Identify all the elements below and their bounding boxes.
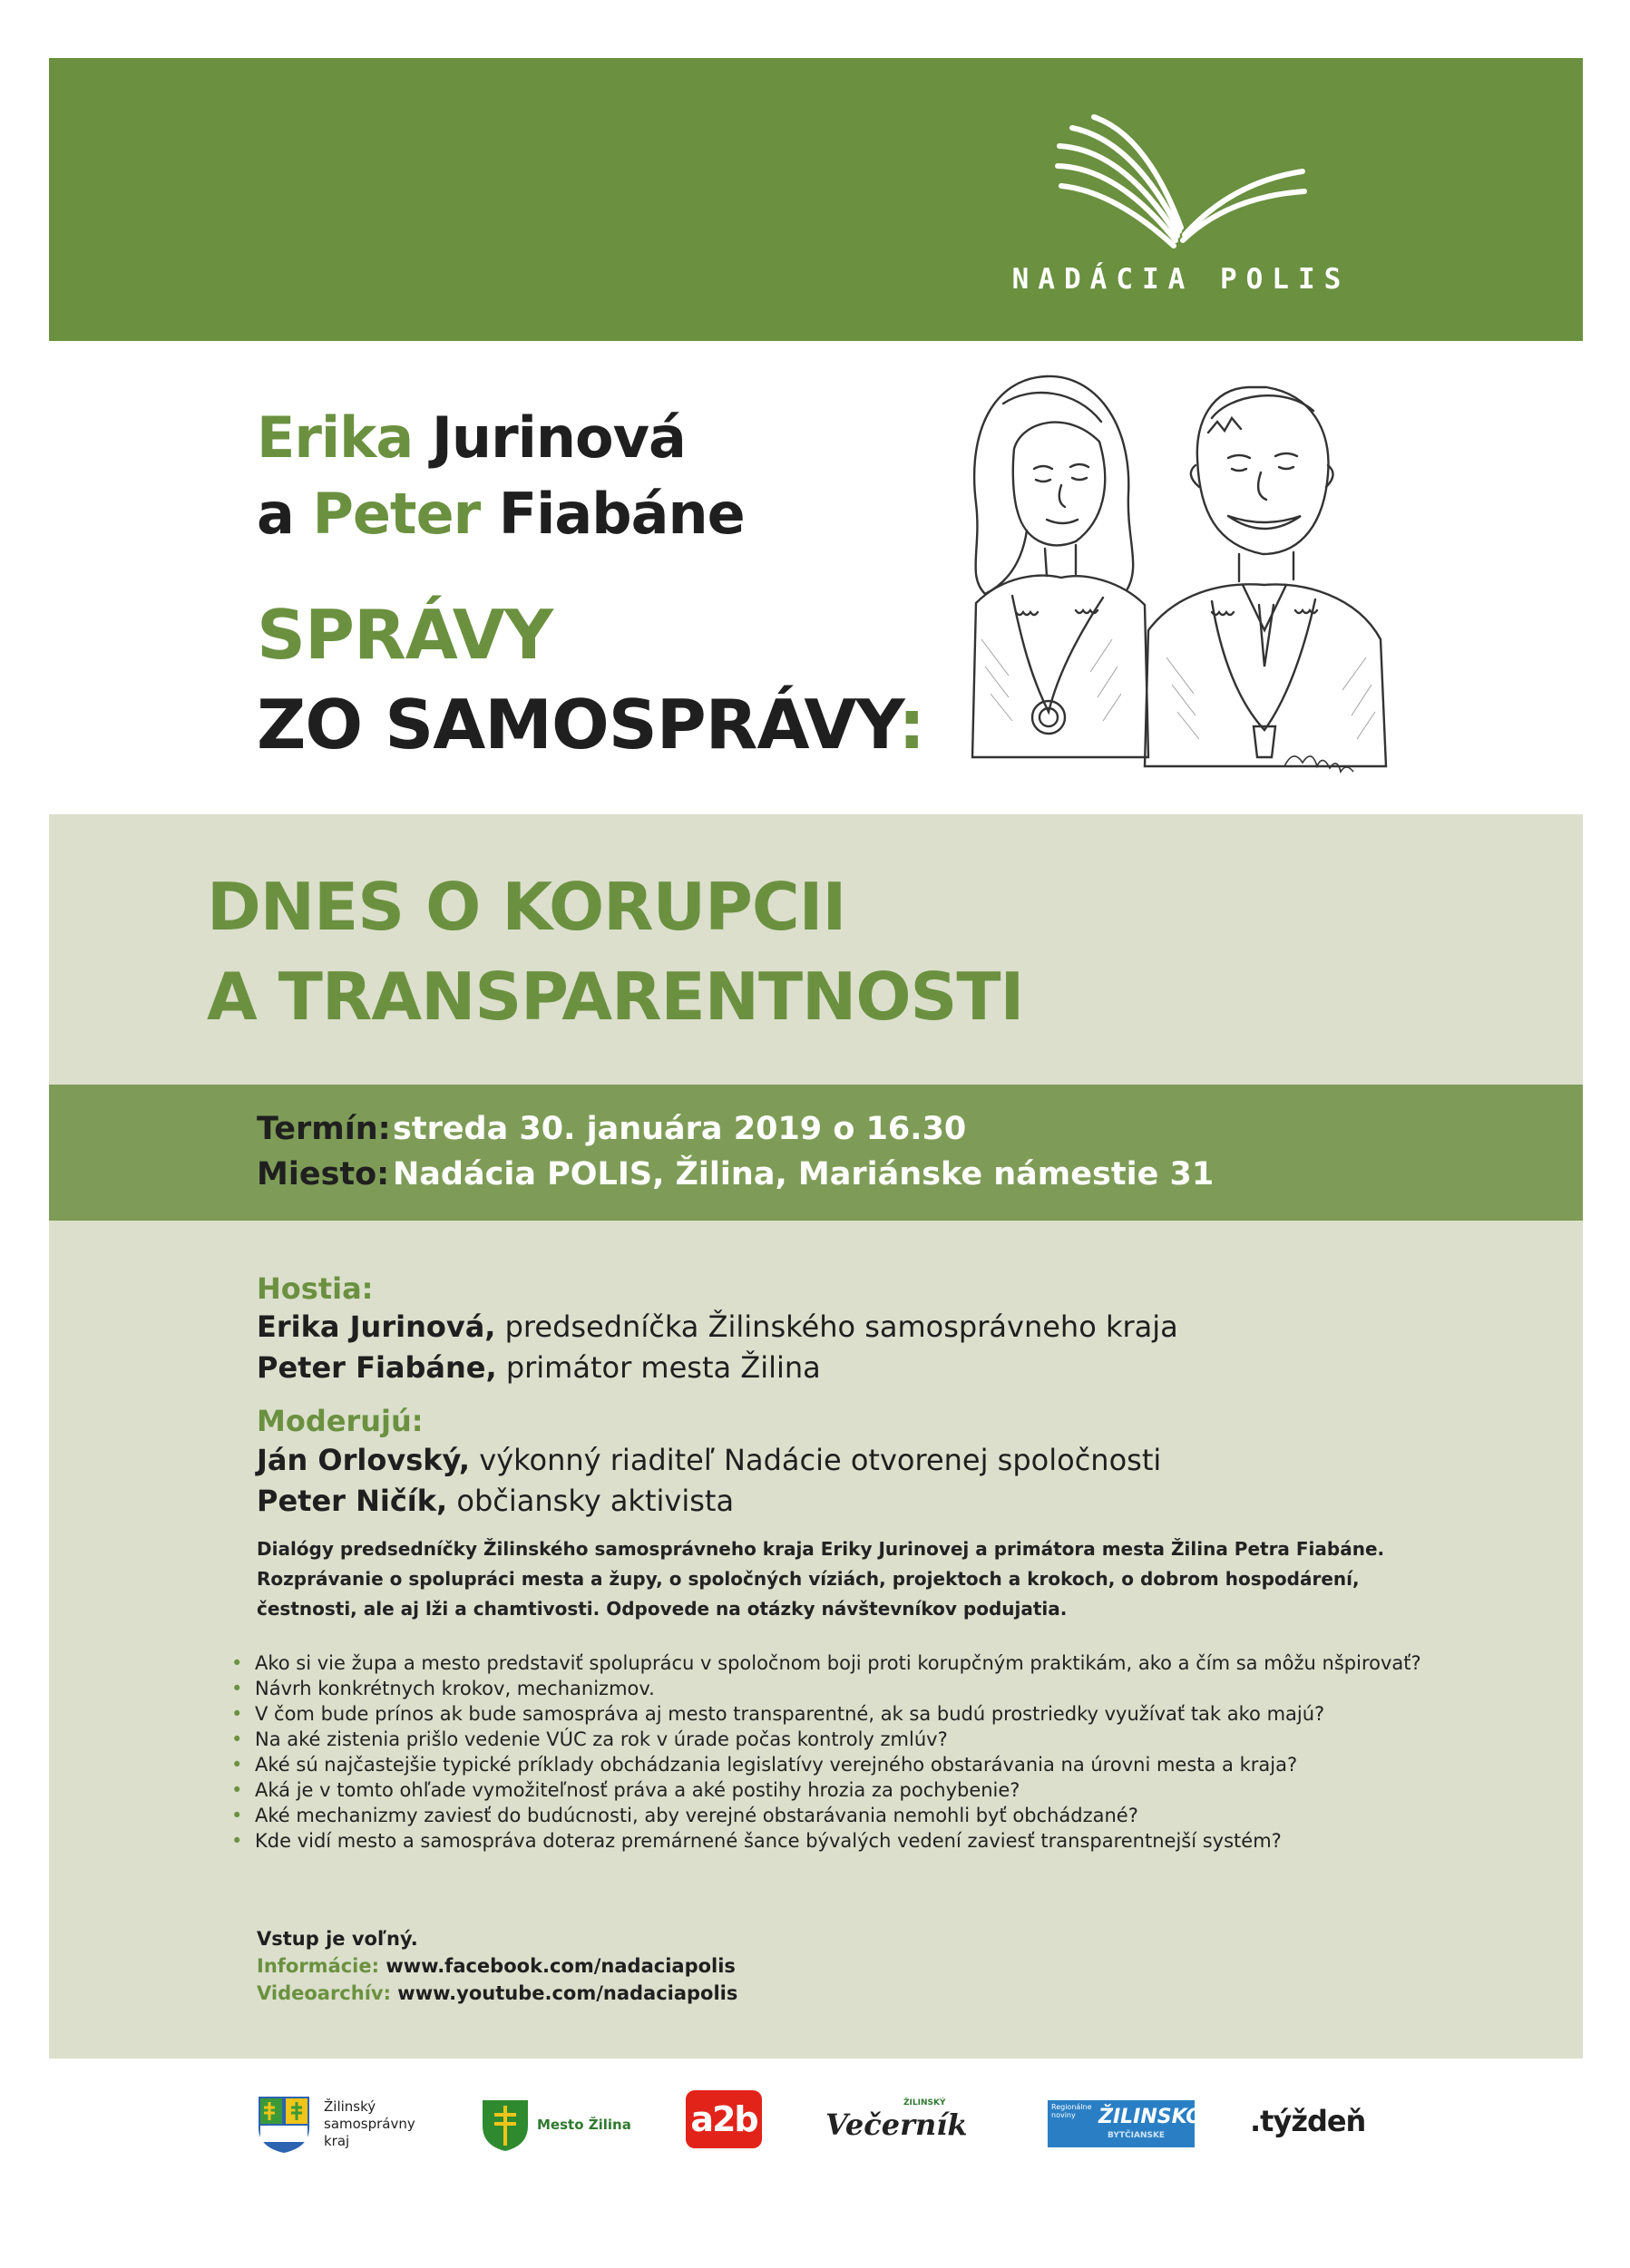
bullet-icon: • — [231, 1779, 243, 1801]
topic-line-1: DNES O KORUPCII — [207, 869, 846, 945]
guest-1 — [257, 1309, 1178, 1344]
guest-1-role: predsedníčka Žilinského samosprávneho kraja — [495, 1309, 1178, 1344]
speakers-conjunction: a — [257, 481, 294, 547]
intro-paragraph: Dialógy predsedníčky Žilinského samosprávneho kraja Eriky Jurinovej a primátora mesta Žilina Petra Fiabáne. Rozprávanie o spolupráci mesta a župy, o spoločných víziách, projektoch a krokoch, o dobrom hospodárení, čestnosti, ale aj lži a chamtivosti. Odpovede na otázky návštevníkov podujatia. — [257, 1538, 1385, 1620]
date-row — [257, 1111, 967, 1147]
list-item-text: Ako si vie župa a mesto predstaviť spoluprácu v spoločnom boji proti korupčným praktikám, ako a čím sa môžu nšpirovať? — [255, 1652, 1421, 1674]
series-title-colon: : — [898, 685, 925, 764]
list-item — [231, 1828, 1456, 1854]
vecernik-small-text: ŽILINSKÝ — [903, 2098, 946, 2107]
moderators-heading: Moderujú: — [257, 1404, 424, 1438]
zsk-line-1: Žilinský — [324, 2098, 376, 2115]
video-label: Videoarchív: — [257, 1982, 391, 2004]
guest-1-name: Erika Jurinová, — [257, 1309, 496, 1344]
caricature-illustration — [940, 367, 1430, 793]
youtube-link[interactable]: www.youtube.com/nadaciapolis — [391, 1982, 738, 2004]
artist-signature-mark — [1284, 756, 1353, 772]
info-label: Informácie: — [257, 1955, 380, 1977]
list-item — [231, 1676, 1456, 1701]
moderator-1 — [257, 1443, 1161, 1477]
moderator-1-name: Ján Orlovský, — [257, 1443, 471, 1477]
place-value: Nadácia POLIS, Žilina, Mariánske námestie 31 — [393, 1156, 1215, 1192]
video-link-row — [257, 1982, 737, 2004]
book-icon — [1050, 113, 1313, 249]
zilinsko-logo — [1048, 2100, 1203, 2147]
a2b-logo — [686, 2090, 762, 2148]
nadacia-polis-logo — [996, 97, 1366, 321]
bullet-icon: • — [231, 1703, 243, 1725]
moderator-2 — [257, 1484, 734, 1518]
series-title-line-1: SPRÁVY — [257, 595, 553, 675]
speaker-2-first-name: Peter — [312, 481, 481, 547]
moderator-1-role: výkonný riaditeľ Nadácie otvorenej spoločnosti — [470, 1443, 1162, 1477]
mesto-text: Mesto Žilina — [537, 2117, 631, 2133]
zilinsko-small-text: Regionálne noviny — [1051, 2103, 1092, 2119]
list-item-text: Aké sú najčastejšie typické príklady obchádzania legislatívy verejného obstarávania na úrovni mesta a kraja? — [255, 1754, 1298, 1776]
guest-2-role: primátor mesta Žilina — [496, 1350, 821, 1385]
topic-band — [49, 814, 1583, 1085]
moderator-2-name: Peter Ničík, — [257, 1484, 448, 1518]
question-list — [231, 1650, 1456, 1854]
guest-2-name: Peter Fiabáne, — [257, 1350, 497, 1385]
entry-note: Vstup je voľný. — [257, 1928, 418, 1950]
facebook-link[interactable]: www.facebook.com/nadaciapolis — [379, 1955, 736, 1977]
coat-of-arms-icon — [257, 2095, 311, 2155]
list-item-text: V čom bude prínos ak bude samospráva aj mesto transparentné, ak sa budú prostriedky využívať tak ako majú? — [255, 1703, 1325, 1725]
bullet-icon: • — [231, 1754, 243, 1776]
guests-heading: Hostia: — [257, 1271, 374, 1306]
zsk-line-3: kraj — [324, 2133, 350, 2149]
date-label: Termín: — [257, 1111, 391, 1147]
list-item — [231, 1701, 1456, 1727]
speakers-line-2 — [257, 481, 745, 547]
zilinsko-text: ŽILINSKO — [1098, 2106, 1203, 2128]
speaker-1-first-name: Erika — [257, 404, 414, 471]
date-value: streda 30. januára 2019 o 16.30 — [393, 1111, 967, 1147]
bullet-icon: • — [231, 1678, 243, 1699]
topic-line-2: A TRANSPARENTNOSTI — [207, 959, 1024, 1035]
bullet-icon: • — [231, 1728, 243, 1750]
list-item — [231, 1777, 1456, 1803]
vecernik-text: Večerník — [825, 2107, 968, 2142]
list-item-text: Návrh konkrétnych krokov, mechanizmov. — [255, 1678, 655, 1699]
speakers-line-1 — [257, 404, 686, 471]
a2b-text: a2b — [690, 2099, 757, 2139]
zsk-line-2: samosprávny — [324, 2116, 415, 2132]
list-item — [231, 1803, 1456, 1828]
list-item-text: Aká je v tomto ohľade vymožiteľnosť práva a aké postihy hrozia za pochybenie? — [255, 1779, 1020, 1801]
bullet-icon: • — [231, 1805, 243, 1826]
series-title-line-2 — [257, 685, 925, 764]
guest-2 — [257, 1350, 821, 1385]
city-shield-icon — [481, 2098, 530, 2153]
zilinsko-sub-text: BYTČIANSKE — [1108, 2131, 1166, 2140]
place-row — [257, 1156, 1215, 1192]
speaker-1-last-name: Jurinová — [431, 404, 686, 471]
list-item — [231, 1752, 1456, 1777]
moderator-2-role: občiansky aktivista — [447, 1484, 735, 1518]
logo-text: NADÁCIA POLIS — [1011, 263, 1351, 296]
list-item-text: Na aké zistenia prišlo vedenie VÚC za rok v úrade počas kontroly zmlúv? — [255, 1728, 948, 1750]
series-title-text: ZO SAMOSPRÁVY — [257, 685, 899, 764]
list-item-text: Kde vidí mesto a samospráva doteraz premárnené šance bývalých vedení zaviesť transparentnejší systém? — [255, 1830, 1282, 1852]
vecernik-logo — [825, 2098, 980, 2142]
tyzden-logo: .týždeň — [1250, 2104, 1366, 2138]
date-place-band — [49, 1085, 1583, 1221]
bullet-icon: • — [231, 1652, 243, 1674]
list-item — [231, 1650, 1456, 1676]
bullet-icon: • — [231, 1830, 243, 1852]
list-item — [231, 1727, 1456, 1752]
zsk-text — [324, 2098, 451, 2150]
info-link-row — [257, 1955, 736, 1977]
place-label: Miesto: — [257, 1156, 390, 1192]
list-item-text: Aké mechanizmy zaviesť do budúcnosti, aby verejné obstarávania nemohli byť obchádzané? — [255, 1805, 1138, 1826]
speaker-2-last-name: Fiabáne — [498, 481, 745, 547]
